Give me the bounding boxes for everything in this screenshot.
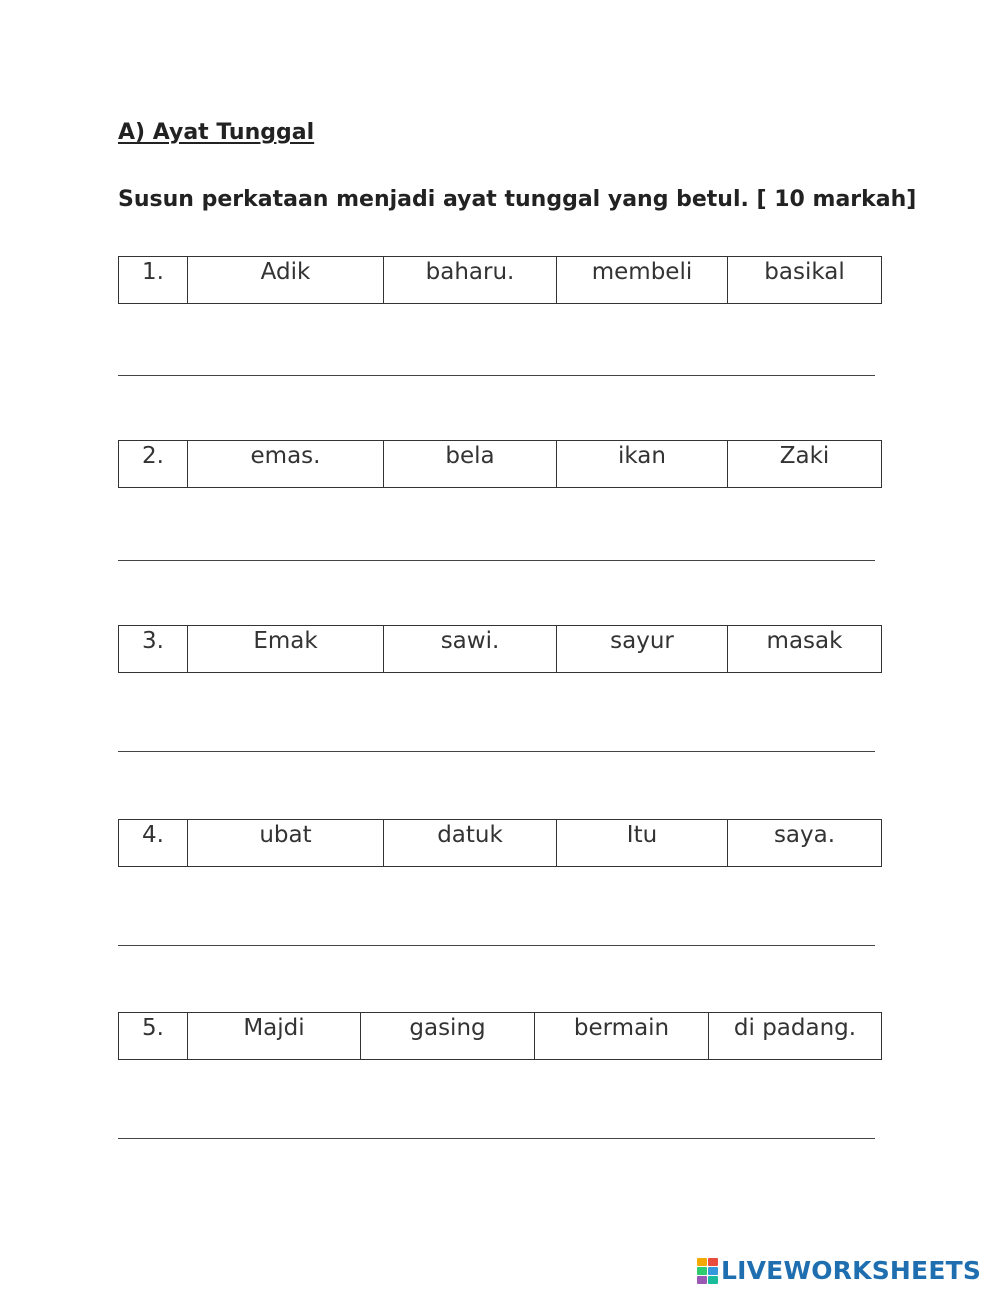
word-cell: di padang. xyxy=(709,1013,882,1060)
logo-block xyxy=(708,1276,718,1284)
question-number: 5. xyxy=(119,1013,188,1060)
word-cell: Majdi xyxy=(188,1013,361,1060)
logo-blocks-icon xyxy=(697,1258,718,1284)
word-cell: saya. xyxy=(728,820,882,867)
word-cell: sayur xyxy=(557,626,728,673)
word-cell: baharu. xyxy=(384,257,557,304)
word-cell: sawi. xyxy=(384,626,557,673)
question-4-word-table xyxy=(118,819,882,867)
word-cell: masak xyxy=(728,626,882,673)
logo-block xyxy=(697,1276,707,1284)
word-cell: emas. xyxy=(188,441,384,488)
word-cell: membeli xyxy=(557,257,728,304)
word-cell: ikan xyxy=(557,441,728,488)
word-cell: ubat xyxy=(188,820,384,867)
logo-block xyxy=(708,1258,718,1266)
word-cell: bermain xyxy=(535,1013,709,1060)
word-cell: datuk xyxy=(384,820,557,867)
answer-line-4[interactable] xyxy=(118,945,875,946)
question-3-word-table xyxy=(118,625,882,673)
logo-block xyxy=(697,1258,707,1266)
answer-line-2[interactable] xyxy=(118,560,875,561)
answer-line-3[interactable] xyxy=(118,751,875,752)
word-cell: basikal xyxy=(728,257,882,304)
question-number: 2. xyxy=(119,441,188,488)
word-cell: Zaki xyxy=(728,441,882,488)
question-5-word-table xyxy=(118,1012,882,1060)
question-2-word-table xyxy=(118,440,882,488)
logo-block xyxy=(697,1267,707,1275)
question-number: 4. xyxy=(119,820,188,867)
liveworksheets-logo xyxy=(697,1256,981,1286)
word-cell: bela xyxy=(384,441,557,488)
word-cell: gasing xyxy=(361,1013,535,1060)
question-number: 1. xyxy=(119,257,188,304)
instruction-text: Susun perkataan menjadi ayat tunggal yang betul. [ 10 markah] xyxy=(118,187,917,212)
question-1-word-table xyxy=(118,256,882,304)
word-cell: Adik xyxy=(188,257,384,304)
section-title: A) Ayat Tunggal xyxy=(118,120,315,145)
logo-text: LIVEWORKSHEETS xyxy=(721,1256,982,1285)
word-cell: Itu xyxy=(557,820,728,867)
answer-line-1[interactable] xyxy=(118,375,875,376)
answer-line-5[interactable] xyxy=(118,1138,875,1139)
logo-block xyxy=(708,1267,718,1275)
question-number: 3. xyxy=(119,626,188,673)
word-cell: Emak xyxy=(188,626,384,673)
